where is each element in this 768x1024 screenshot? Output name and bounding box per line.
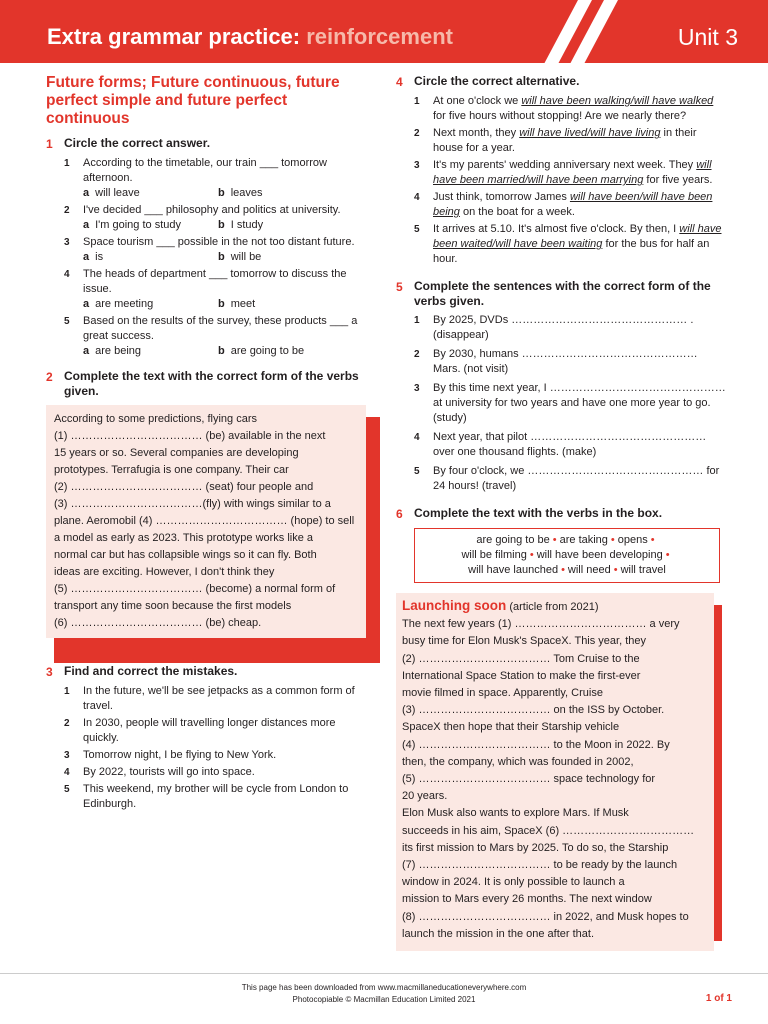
- text-line: transport any time soon because the first models: [54, 600, 292, 612]
- list-item: [414, 158, 726, 188]
- option-a: [83, 218, 218, 233]
- text-line: ideas are exciting. However, I don't think they: [54, 566, 275, 578]
- item-text: This weekend, my brother will be cycle from London to Edinburgh.: [83, 783, 349, 810]
- text-line: a model as early as 2023. This prototype works like a: [54, 532, 314, 544]
- item-body: [83, 156, 372, 201]
- item-number: 4: [64, 767, 70, 778]
- word-option: will need: [567, 564, 611, 576]
- exercise-number: 2: [46, 370, 53, 384]
- exercise-1-items: [64, 156, 372, 359]
- text-before: Next month, they: [433, 127, 520, 139]
- text-line: mission to Mars every 26 months. The next window: [402, 893, 652, 906]
- exercise-6-heading: [396, 506, 726, 522]
- list-item: [414, 190, 726, 220]
- item-body: [83, 267, 372, 312]
- text-after: on the boat for a week.: [459, 206, 575, 218]
- word-option: are taking: [559, 534, 608, 546]
- text-before: It arrives at 5.10. It's almost five o'clock. By then, I: [433, 223, 680, 235]
- item-number: 5: [414, 224, 420, 235]
- left-column: [46, 74, 372, 814]
- exercise-title: Circle the correct answer.: [64, 136, 211, 150]
- answer-options: [83, 250, 372, 265]
- separator-dot: •: [552, 534, 557, 546]
- list-item: [414, 313, 726, 343]
- option-letter: a: [83, 251, 90, 263]
- text-line: (6) ……………………………… (be) cheap.: [54, 617, 262, 629]
- item-number: 1: [414, 315, 420, 326]
- page-number: 1 of 1: [705, 993, 732, 1004]
- section-title: Future forms; Future continuous, future perfect simple and future perfect continuous: [46, 74, 340, 127]
- option-letter: a: [83, 219, 90, 231]
- list-item: [64, 782, 372, 812]
- text-line: 20 years.: [402, 790, 448, 803]
- item-text: By 2030, humans ………………………………………… Mars. (not visit): [433, 348, 698, 375]
- text-after: for five years.: [643, 174, 713, 186]
- item-number: 3: [64, 237, 70, 248]
- item-number: 2: [64, 205, 70, 216]
- item-number: 4: [414, 432, 420, 443]
- text-line: 15 years or so. Several companies are developing: [54, 447, 299, 459]
- text-line: (4) ……………………………… to the Moon in 2022. By: [402, 738, 670, 751]
- item-number: 5: [64, 784, 70, 795]
- text-line: (2) ……………………………… Tom Cruise to the: [402, 652, 640, 665]
- item-text: By four o'clock, we ………………………………………… for 24 hours! (travel): [433, 465, 720, 492]
- list-item: [64, 684, 372, 714]
- list-item: [64, 267, 372, 312]
- item-number: 2: [414, 128, 420, 139]
- item-body: [83, 314, 372, 359]
- unit-label: Unit 3: [677, 24, 738, 50]
- item-body: [83, 203, 372, 233]
- list-item: [64, 765, 372, 780]
- separator-dot: •: [561, 564, 565, 576]
- exercise-3-heading: [46, 664, 372, 680]
- option-letter: b: [218, 251, 225, 263]
- item-text: By 2022, tourists will go into space.: [83, 766, 255, 778]
- text-line: window in 2024. It is only possible to launch a: [402, 876, 625, 889]
- list-item: [414, 94, 726, 124]
- item-text: The heads of department ___ tomorrow to discuss the issue.: [83, 268, 347, 295]
- exercise-title: Circle the correct alternative.: [414, 74, 580, 88]
- alternatives: will have been married/will have been marrying: [433, 159, 712, 186]
- list-item: [64, 235, 372, 265]
- option-letter: a: [83, 345, 90, 357]
- text-line: then, the company, which was founded in 2002,: [402, 755, 634, 768]
- word-box-line: [421, 563, 713, 578]
- item-text: I've decided ___ philosophy and politics at university.: [83, 204, 341, 216]
- word-box-line: [421, 548, 713, 563]
- exercise-number: 3: [46, 665, 53, 679]
- alternatives: will have been/will have been being: [433, 191, 713, 218]
- title-main: Extra grammar practice:: [47, 24, 301, 49]
- alternatives: will have lived/will have living: [519, 127, 661, 139]
- word-box-line: [421, 533, 713, 548]
- exercise-2-text: [46, 405, 366, 638]
- exercise-title: Complete the sentences with the correct form of the verbs given.: [414, 279, 711, 308]
- text-line: SpaceX then hope that their Starship vehicle: [402, 721, 620, 734]
- item-number: 2: [64, 718, 70, 729]
- exercise-number: 1: [46, 137, 53, 151]
- list-item: [414, 222, 726, 267]
- article-subtitle: (article from 2021): [509, 601, 599, 613]
- option-letter: b: [218, 298, 225, 310]
- exercise-5-heading: [396, 279, 726, 309]
- list-item: [414, 430, 726, 460]
- option-b: [218, 297, 353, 312]
- option-a: [83, 250, 218, 265]
- article-title: Launching soon: [402, 598, 507, 613]
- exercise-number: 5: [396, 280, 403, 294]
- option-a: [83, 344, 218, 359]
- item-number: 4: [414, 192, 420, 203]
- exercise-2-heading: [46, 369, 372, 399]
- text-line: its first mission to Mars by 2025. To do so, the Starship: [402, 841, 669, 854]
- list-item: [64, 203, 372, 233]
- page-header: [0, 0, 768, 63]
- list-item: [64, 748, 372, 763]
- separator-dot: •: [613, 564, 618, 576]
- item-text: [433, 94, 726, 124]
- item-number: 3: [64, 750, 70, 761]
- item-text: In the future, we'll be see jetpacks as a common form of travel.: [83, 685, 355, 712]
- option-text: are meeting: [95, 298, 154, 310]
- item-text: Tomorrow night, I be flying to New York.: [83, 749, 277, 761]
- text-after: in their house for a year.: [433, 127, 697, 154]
- text-line: (7) ……………………………… to be ready by the launch: [402, 859, 678, 872]
- page-title: [47, 23, 453, 51]
- list-item: [414, 464, 726, 494]
- footer-line-1: This page has been downloaded from www.macmillaneducationeverywhere.com: [241, 983, 527, 992]
- answer-options: [83, 297, 372, 312]
- exercise-title: Complete the text with the verbs in the box.: [414, 506, 663, 520]
- separator-dot: •: [610, 534, 615, 546]
- word-option: will travel: [620, 564, 666, 576]
- alternatives: will have been walking/will have walked: [521, 95, 714, 107]
- option-letter: b: [218, 187, 225, 199]
- title-accent: reinforcement: [306, 24, 453, 49]
- option-text: will leave: [95, 187, 140, 199]
- option-letter: a: [83, 187, 90, 199]
- separator-dot: •: [665, 549, 670, 561]
- option-b: [218, 250, 353, 265]
- item-text: Next year, that pilot ………………………………………… over one thousand flights. (make): [433, 431, 707, 458]
- text-line: (5) ……………………………… (become) a normal form of: [54, 583, 336, 595]
- alternatives: will have been waited/will have been waiting: [433, 223, 722, 250]
- text-after: for the bus for half an hour.: [433, 238, 710, 265]
- word-option: opens: [617, 534, 648, 546]
- option-text: I study: [230, 219, 264, 231]
- text-line: (3) ………………………………(fly) with wings similar to a: [54, 498, 331, 510]
- item-number: 1: [64, 686, 70, 697]
- exercise-title: Complete the text with the correct form of the verbs given.: [64, 369, 359, 398]
- exercise-number: 6: [396, 507, 403, 521]
- word-option: will be filming: [461, 549, 527, 561]
- text-line: busy time for Elon Musk's SpaceX. This year, they: [402, 635, 647, 648]
- list-item: [414, 381, 726, 426]
- list-item: [64, 716, 372, 746]
- item-text: [433, 190, 726, 220]
- item-number: 4: [64, 269, 70, 280]
- item-body: [83, 235, 372, 265]
- text-line: Elon Musk also wants to explore Mars. If Musk: [402, 807, 629, 820]
- item-number: 5: [414, 466, 420, 477]
- option-text: leaves: [230, 187, 263, 199]
- option-b: [218, 186, 353, 201]
- separator-dot: •: [650, 534, 655, 546]
- option-text: will be: [230, 251, 262, 263]
- list-item: [64, 314, 372, 359]
- item-number: 2: [414, 349, 420, 360]
- option-b: [218, 344, 353, 359]
- option-a: [83, 186, 218, 201]
- option-letter: b: [218, 219, 225, 231]
- text-before: It's my parents' wedding anniversary next week. They: [433, 159, 697, 171]
- text-before: Just think, tomorrow James: [433, 191, 570, 203]
- list-item: [414, 347, 726, 377]
- text-line: (8) ……………………………… in 2022, and Musk hopes to: [402, 910, 689, 923]
- separator-dot: •: [529, 549, 534, 561]
- footer-divider: [0, 973, 768, 974]
- item-text: Based on the results of the survey, these products ___ a great success.: [83, 315, 358, 342]
- option-text: are going to be: [230, 345, 305, 357]
- answer-options: [83, 186, 372, 201]
- item-text: By this time next year, I ………………………………………… at university for two years and have one more year to go. (study): [433, 382, 726, 424]
- text-line: (3) ……………………………… on the ISS by October.: [402, 704, 665, 717]
- text-line: International Space Station to make the first-ever: [402, 669, 641, 682]
- item-number: 3: [414, 383, 420, 394]
- exercise-number: 4: [396, 75, 403, 89]
- list-item: [64, 156, 372, 201]
- text-before: At one o'clock we: [433, 95, 522, 107]
- item-number: 3: [414, 160, 420, 171]
- exercise-title: Find and correct the mistakes.: [64, 664, 238, 678]
- answer-options: [83, 218, 372, 233]
- item-text: [433, 222, 726, 267]
- article-content: [396, 593, 714, 951]
- item-text: Space tourism ___ possible in the not too distant future.: [83, 236, 355, 248]
- item-number: 1: [414, 96, 420, 107]
- option-text: are being: [95, 345, 141, 357]
- option-letter: a: [83, 298, 90, 310]
- option-letter: b: [218, 345, 225, 357]
- text-line: launch the mission in the one after that.: [402, 927, 595, 940]
- text-line: (1) ……………………………… (be) available in the next: [54, 430, 326, 442]
- option-a: [83, 297, 218, 312]
- item-number: 5: [64, 316, 70, 327]
- exercise-1-heading: [46, 136, 372, 152]
- item-text: By 2025, DVDs ………………………………………… . (disappear): [433, 314, 694, 341]
- option-text: is: [95, 251, 104, 263]
- exercise-2-box: [46, 405, 372, 638]
- answer-options: [83, 344, 372, 359]
- text-after: for five hours without stopping! Are we nearly there?: [433, 110, 687, 122]
- text-line: movie filmed in space. Apparently, Cruise: [402, 687, 603, 700]
- text-line: plane. Aeromobil (4) ……………………………… (hope) to sell: [54, 515, 355, 527]
- word-option: will have launched: [468, 564, 559, 576]
- word-box: [414, 528, 720, 583]
- exercise-5-items: [414, 313, 726, 494]
- page-footer: [0, 982, 768, 1006]
- exercise-4-items: [414, 94, 726, 267]
- item-text: In 2030, people will travelling longer distances more quickly.: [83, 717, 336, 744]
- text-line: (2) ……………………………… (seat) four people and: [54, 481, 314, 493]
- option-b: [218, 218, 353, 233]
- item-text: [433, 126, 726, 156]
- text-line: The next few years (1) ……………………………… a very: [402, 618, 680, 631]
- word-option: will have been developing: [536, 549, 663, 561]
- list-item: [414, 126, 726, 156]
- right-column: [396, 74, 726, 951]
- text-line: normal car but has collapsible wings so it can fly. Both: [54, 549, 317, 561]
- exercise-4-heading: [396, 74, 726, 90]
- item-text: [433, 158, 726, 188]
- text-line: prototypes. Terrafugia is one company. Their car: [54, 464, 289, 476]
- text-line: According to some predictions, flying cars: [54, 413, 257, 425]
- text-line: (5) ……………………………… space technology for: [402, 773, 656, 786]
- article-box: [396, 593, 726, 951]
- text-line: succeeds in his aim, SpaceX (6) ………………………………: [402, 824, 695, 837]
- footer-line-2: Photocopiable © Macmillan Education Limited 2021: [292, 995, 476, 1004]
- article-text: [402, 616, 708, 943]
- option-text: meet: [230, 298, 256, 310]
- word-option: are going to be: [476, 534, 550, 546]
- exercise-3-items: [64, 684, 372, 812]
- item-text: According to the timetable, our train ___ tomorrow afternoon.: [83, 157, 327, 184]
- option-text: I'm going to study: [95, 219, 181, 231]
- item-number: 1: [64, 158, 70, 169]
